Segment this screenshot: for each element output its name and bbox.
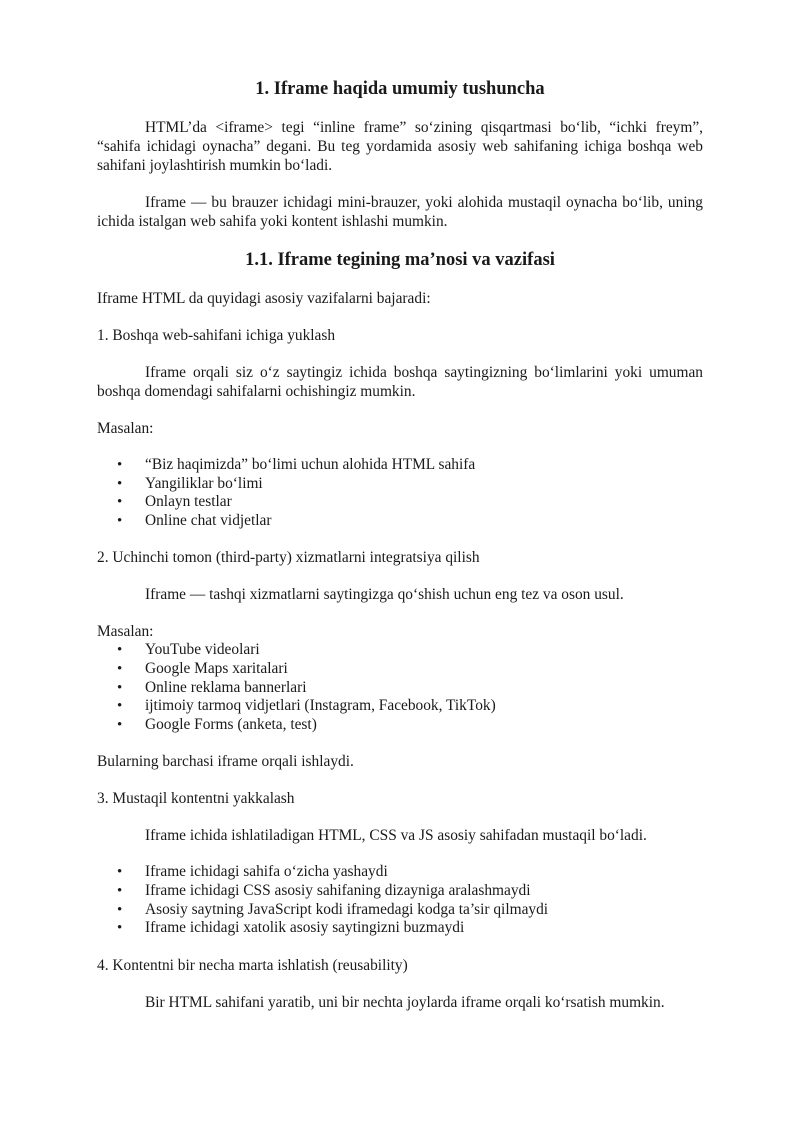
item-heading: 3. Mustaqil kontentni yakkalash <box>97 790 295 808</box>
item-heading: 4. Kontentni bir necha marta ishlatish (reusability) <box>97 956 408 974</box>
example-label: Masalan: <box>97 420 154 437</box>
example-label: Masalan: <box>97 623 154 641</box>
paragraph: Iframe HTML da quyidagi asosiy vazifalarni bajaradi: <box>97 290 431 307</box>
list-item: • Iframe ichidagi CSS asosiy sahifaning dizayniga aralashmaydi <box>97 882 703 901</box>
bullet-list <box>97 863 703 937</box>
list-item: • Google Forms (anketa, test) <box>97 716 703 735</box>
paragraph: Iframe — bu brauzer ichidagi mini-brauzer, yoki alohida mustaqil oynacha bo‘lib, uning ichida istalgan web sahifa yoki kontent ishlashi mumkin. <box>97 194 703 230</box>
paragraph: Bir HTML sahifani yaratib, uni bir nechta joylarda iframe orqali ko‘rsatish mumkin. <box>145 993 665 1011</box>
list-item: • “Biz haqimizda” bo‘limi uchun alohida HTML sahifa <box>97 456 703 475</box>
paragraph: Iframe ichida ishlatiladigan HTML, CSS va JS asosiy sahifadan mustaqil bo‘ladi. <box>145 827 647 845</box>
paragraph: Iframe — tashqi xizmatlarni saytingizga qo‘shish uchun eng tez va oson usul. <box>145 586 624 604</box>
paragraph: HTML’da <iframe> tegi “inline frame” so‘zining qisqartmasi bo‘lib, “ichki freym”, “sahifa ichidagi oynacha” degani. Bu teg yordamida asosiy web sahifaning ichiga boshqa web sahifani joylashtirish mumkin bo‘ladi. <box>97 119 703 174</box>
list-item: • Online chat vidjetlar <box>97 512 703 531</box>
list-item: • Yangiliklar bo‘limi <box>97 475 703 494</box>
bullet-list <box>97 641 703 734</box>
list-item: • Google Maps xaritalari <box>97 660 703 679</box>
list-item: • Asosiy saytning JavaScript kodi iframedagi kodga ta’sir qilmaydi <box>97 901 703 920</box>
document-body <box>97 78 703 1030</box>
subsection-title: 1.1. Iframe tegining ma’nosi va vazifasi <box>245 250 555 270</box>
list-item: • Online reklama bannerlari <box>97 679 703 698</box>
item-heading: 2. Uchinchi tomon (third-party) xizmatlarni integratsiya qilish <box>97 549 480 567</box>
item-heading: 1. Boshqa web-sahifani ichiga yuklash <box>97 327 336 344</box>
bullet-list <box>97 456 703 530</box>
list-item: • Onlayn testlar <box>97 493 703 512</box>
paragraph: Iframe orqali siz o‘z saytingiz ichida boshqa saytingizning bo‘limlarini yoki umuman boshqa domendagi sahifalarni ochishingiz mumkin. <box>97 364 703 400</box>
list-item: • ijtimoiy tarmoq vidjetlari (Instagram, Facebook, TikTok) <box>97 697 703 716</box>
section-title: 1. Iframe haqida umumiy tushuncha <box>255 79 545 99</box>
list-item: • Iframe ichidagi sahifa o‘zicha yashaydi <box>97 863 703 882</box>
list-item: • YouTube videolari <box>97 641 703 660</box>
paragraph: Bularning barchasi iframe orqali ishlaydi. <box>97 753 354 771</box>
list-item: • Iframe ichidagi xatolik asosiy saytingizni buzmaydi <box>97 919 703 938</box>
